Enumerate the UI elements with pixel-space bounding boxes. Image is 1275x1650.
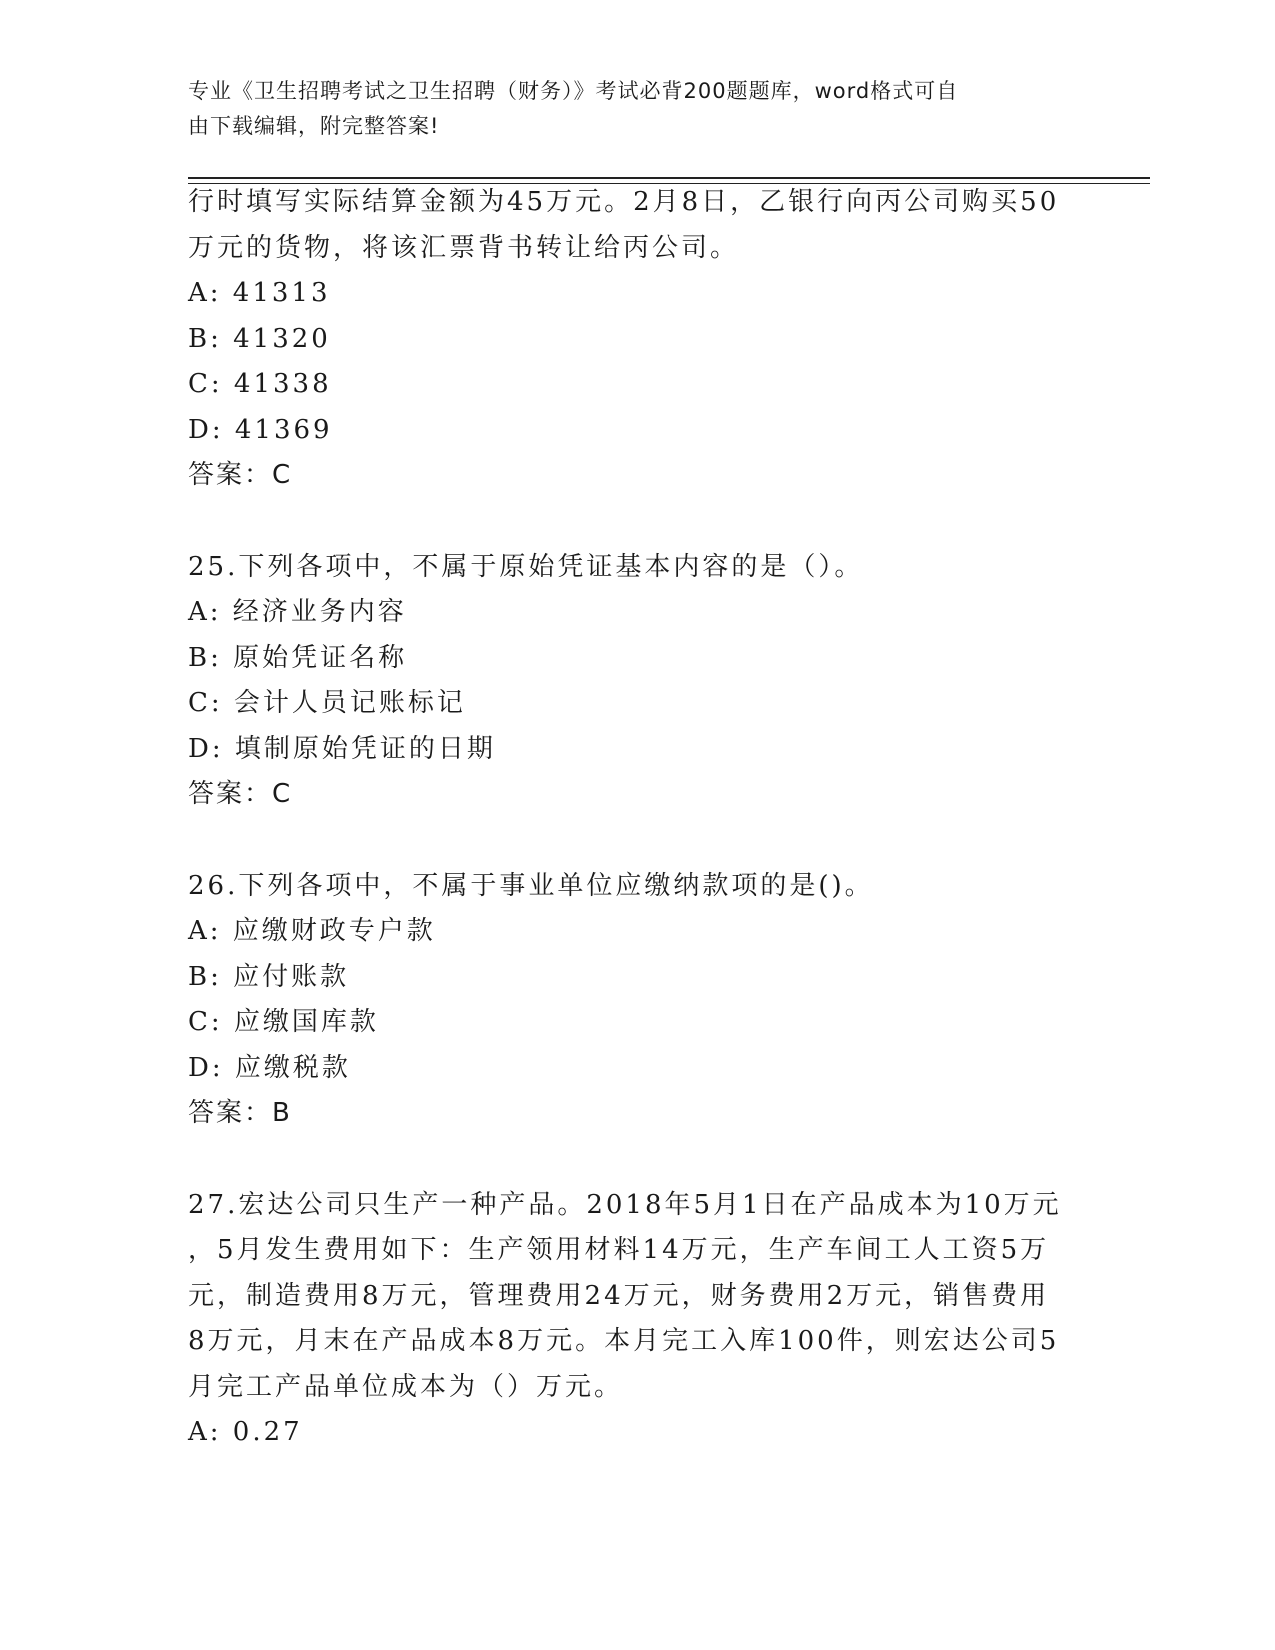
option-a: A: 经济业务内容 <box>188 597 407 627</box>
option-c: C: 应缴国库款 <box>188 1007 379 1037</box>
option-c: C: 会计人员记账标记 <box>188 688 466 718</box>
option-d: D: 41369 <box>188 414 333 445</box>
question-text-line: 行时填写实际结算金额为45万元。2月8日，乙银行向丙公司购买50 <box>188 187 1060 217</box>
question-27 <box>188 1183 1088 1456</box>
question-stem-line: 月完工产品单位成本为（）万元。 <box>188 1371 624 1402</box>
question-stem: 26.下列各项中，不属于事业单位应缴纳款项的是()。 <box>188 870 874 901</box>
question-25 <box>188 545 1088 818</box>
option-c: C: 41338 <box>188 369 332 399</box>
question-content <box>188 180 1088 1456</box>
option-a: A: 应缴财政专户款 <box>188 916 436 946</box>
option-b: B: 应付账款 <box>188 961 350 992</box>
continued-question <box>188 180 1088 499</box>
answer: 答案：C <box>188 779 293 809</box>
option-b: B: 41320 <box>188 323 331 354</box>
document-header <box>188 74 1068 144</box>
option-a: A: 0.27 <box>188 1417 303 1447</box>
option-b: B: 原始凭证名称 <box>188 642 408 673</box>
answer: 答案：B <box>188 1098 292 1128</box>
option-d: D: 填制原始凭证的日期 <box>188 733 496 764</box>
option-d: D: 应缴税款 <box>188 1052 351 1083</box>
question-stem-line: ，5月发生费用如下：生产领用材料14万元，生产车间工人工资5万 <box>188 1235 1050 1265</box>
answer: 答案：C <box>188 460 293 490</box>
header-divider-thick <box>188 177 1150 179</box>
question-stem-line: 8万元，月末在产品成本8万元。本月完工入库100件，则宏达公司5 <box>188 1326 1060 1356</box>
header-line-2: 由下载编辑，附完整答案! <box>188 114 440 138</box>
question-text-line: 万元的货物，将该汇票背书转让给丙公司。 <box>188 232 740 263</box>
question-26 <box>188 864 1088 1137</box>
question-stem: 25.下列各项中，不属于原始凭证基本内容的是（）。 <box>188 551 864 582</box>
question-stem-line: 元，制造费用8万元，管理费用24万元，财务费用2万元，销售费用 <box>188 1280 1050 1311</box>
question-stem-line: 27.宏达公司只生产一种产品。2018年5月1日在产品成本为10万元 <box>188 1189 1062 1220</box>
header-line-1: 专业《卫生招聘考试之卫生招聘（财务）》考试必背200题题库，word格式可自 <box>188 79 959 103</box>
option-a: A: 41313 <box>188 278 331 308</box>
